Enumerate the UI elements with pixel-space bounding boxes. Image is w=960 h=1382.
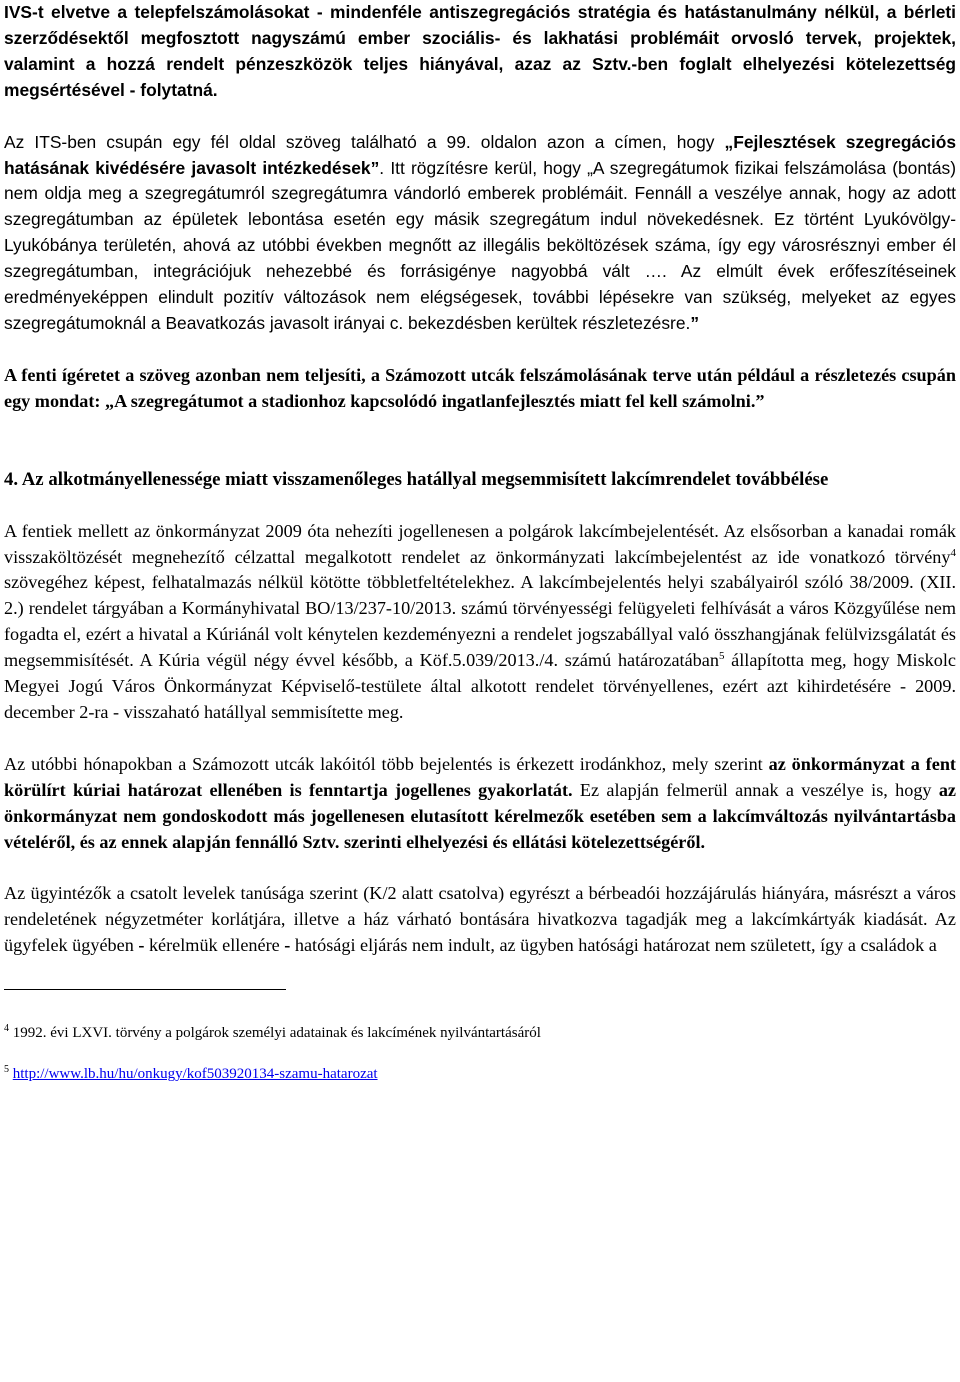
intro-text: IVS-t elvetve a telepfelszámolásokat - mindenféle antiszegregációs stratégia és hatástanulmány nélkül, a bérleti szerződésektől megfosztott nagyszámú ember szociális- és lakhatási problémáit orvosló tervek, projektek, valamint a hozzá rendelt pénzeszközök teljes hiányával, azaz az Sztv.-ben foglalt elhelyezési kötelezettség megsértésével - folytatná. — [4, 2, 956, 100]
promise-text: A fenti ígéretet a szöveg azonban nem teljesíti, a Számozott utcák felszámolásának terve után például a részletezés csupán egy mondat: „A szegregátumot a stadionhoz kapcsolódó ingatlanfejlesztés miatt fel kell számolni.” — [4, 364, 956, 411]
footnote-4-number: 4 — [4, 1023, 9, 1035]
footnote-divider — [4, 989, 286, 990]
paragraph-ugyintezok-dash-1: - — [138, 935, 145, 956]
its-text-1: Az ITS-ben csupán egy fél oldal szöveg található a 99. oldalon azon a címen, hogy — [4, 131, 725, 152]
its-title-bold: „Fejlesztések szegregációs hatásának kivédésére javasolt intézkedések” — [4, 131, 956, 178]
footnote-5-number: 5 — [4, 1064, 9, 1076]
paragraph-lakcim-text-1: A fentiek mellett az önkormányzat 2009 óta nehezíti jogellenesen a polgárok lakcímbejelentését. Az elsősorban a kanadai romák visszaköltözését megnehezítő célzattal megalkotott rendelet az önkormányzati lakcímbejelentést az ide vonatkozó törvény — [4, 520, 956, 567]
paragraph-bejelentes-text-2: Ez alapján felmerül annak a veszélye is, hogy — [572, 779, 939, 800]
footnote-4-text: 1992. évi LXVI. törvény a polgárok személyi adatainak és lakcímének nyilvántartásáról — [9, 1025, 541, 1042]
paragraph-ugyintezok-text-2: kérelmük ellenére — [144, 935, 285, 956]
paragraph-ugyintezok-text-3: hatósági eljárás nem indult, az ügyben hatósági határozat nem született, így a családok a — [290, 935, 937, 956]
promise-paragraph — [4, 363, 956, 415]
paragraph-bejelentes-bold-2: az önkormányzat nem gondoskodott más jogellenesen elutasított kérelmezők esetében sem a lakcímváltozás nyilvántartásba vételéről, és az ennek alapján fennálló Sztv. szerinti elhelyezési és ellátási kötelezettségéről. — [4, 779, 956, 852]
its-text-2: . Itt rögzítésre kerül, hogy „A szegregátumok fizikai felszámolása (bontás) nem oldja meg a szegregátumról szegregátumra vándorló emberek problémáit. Fennáll a veszélye annak, hogy az adott szegregátumban az épületek lebontása esetén egy másik szegregátum indul növekedésnek. Ez történt Lyukóvölgy-Lyukóbánya területén, ahová az utóbbi években megnőtt az illegális beköltözések száma, így egy városrésznyi ember él szegregátumban, integrációjuk nehezebbé és forrásigénye nagyobbá vált …. Az elmúlt évek erőfeszítéseinek eredményeképpen elindult pozitív változások nem elégségesek, további lépésekre van szükség, melyeket az egyes szegregátumoknál a Beavatkozás javasolt irányai c. bekezdésben kerültek részletezésre. — [4, 157, 956, 333]
its-paragraph — [4, 130, 956, 337]
footnote-5-link[interactable]: http://www.lb.hu/hu/onkugy/kof503920134-szamu-hatarozat — [12, 1066, 378, 1083]
paragraph-lakcim-text-3: állapította meg, hogy Miskolc Megyei Jogú Város Önkormányzat Képviselő-testülete által alkotott rendelet törvényellenes, ezért azt kihirdetésére - 2009. december 2-ra - visszaható hatállyal semmisítette meg. — [4, 650, 956, 722]
footnote-5 — [4, 1065, 956, 1084]
paragraph-bejelentes-bold-1: az önkormányzat a fent körülírt kúriai határozat ellenében is fenntartja jogellenes gyakorlatát. — [4, 753, 956, 800]
paragraph-ugyintezok-text-1: Az ügyintézők a csatolt levelek tanúsága szerint (K/2 alatt csatolva) egyrészt a bérbeadói hozzájárulás hiányára, másrészt a város rendeletének négyzetméter korlátjára, illetve a ház várható bontására hivatkozva tagadják meg a lakcímkártyák kiadását. Az ügyfelek ügyében — [4, 883, 956, 956]
footnote-ref-4[interactable]: 4 — [950, 546, 956, 559]
section-4-heading: 4. Az alkotmányellenessége miatt visszamenőleges hatállyal megsemmisített lakcímrendelet továbbélése — [4, 468, 829, 490]
paragraph-ugyintezok — [4, 881, 956, 959]
footnote-4 — [4, 1024, 956, 1043]
intro-paragraph — [4, 0, 956, 104]
paragraph-ugyintezok-dash-2: - — [284, 935, 291, 956]
paragraph-bejelentes — [4, 752, 956, 856]
paragraph-lakcim — [4, 519, 956, 726]
footnote-ref-5[interactable]: 5 — [718, 650, 725, 663]
paragraph-bejelentes-text-1: Az utóbbi hónapokban a Számozott utcák lakóitól több bejelentés is érkezett irodánkhoz, mely szerint — [4, 753, 769, 774]
paragraph-lakcim-text-2: szövegéhez képest, felhatalmazás nélkül kötötte többletfeltételekhez. A lakcímbejelentés helyi szabályairól szóló 38/2009. (XII. 2.) rendelet tárgyában a Kormányhivatal BO/13/237-10/2013. számú törvényességi felügyeleti felhívását a város Közgyűlése nem fogadta el, ezért a hivatal a Kúriánál volt kénytelen kezdeményezni a rendelet jogszabállyal való összhangjának felülvizsgálatát és megsemmisítését. A Kúria végül négy évvel később, a Köf.5.039/2013./4. számú határozatában — [4, 572, 956, 671]
its-closing-quote: ” — [690, 312, 700, 333]
